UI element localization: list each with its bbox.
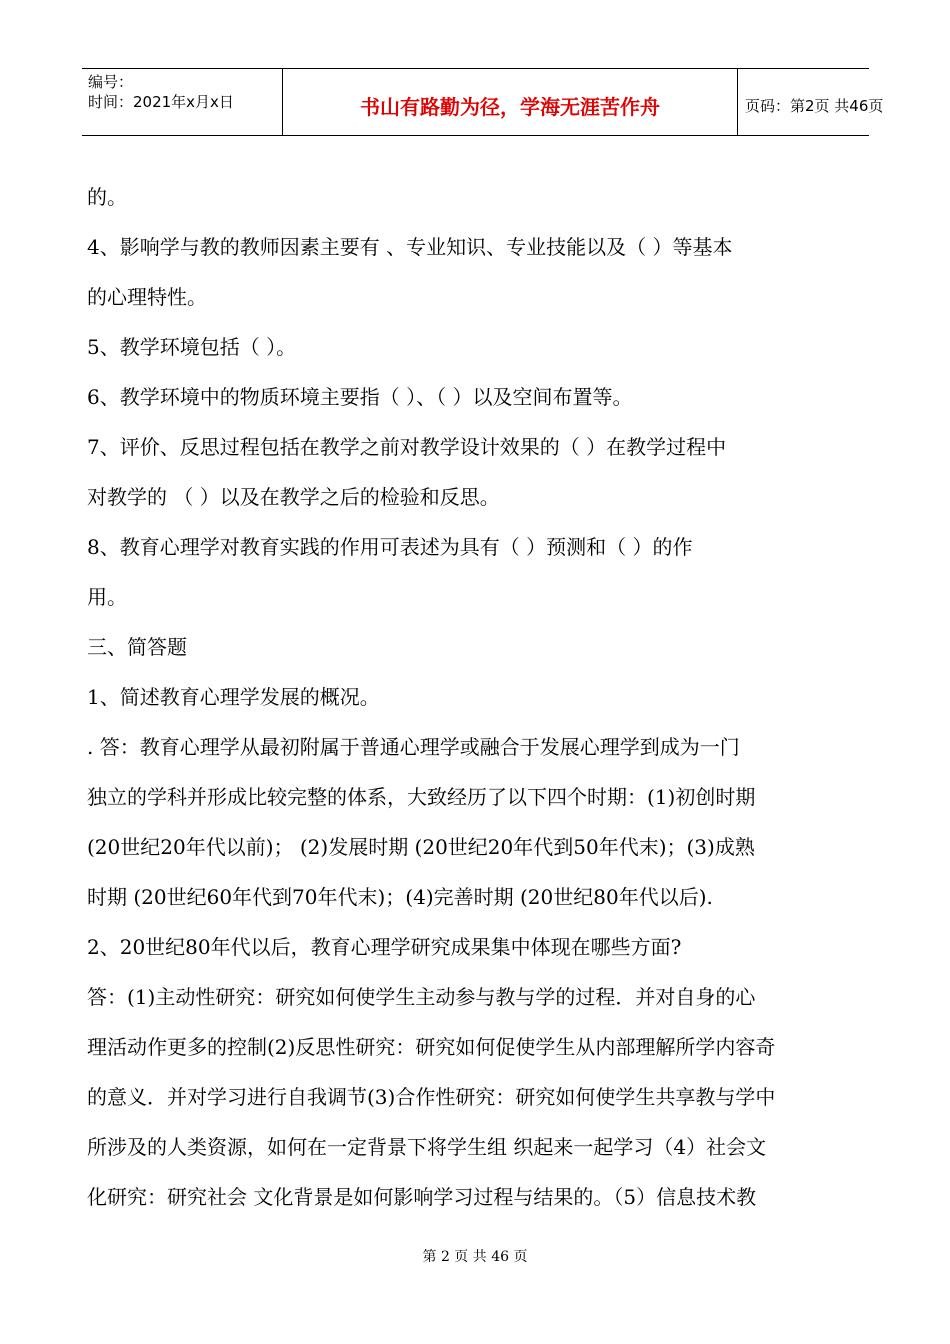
question-4: 4、影响学与教的教师因素主要有 、专业知识、专业技能以及（ ）等基本: [87, 235, 733, 259]
page-info: 页码：第2页 共46页: [745, 97, 884, 115]
header-motto-cell: [282, 69, 738, 135]
page-header: [82, 68, 884, 136]
text-line: 的。: [87, 185, 127, 209]
answer-line: 所涉及的人类资源，如何在一定背景下将学生组 织起来一起学习（4）社会文: [87, 1135, 767, 1159]
document-body: [87, 172, 863, 1222]
short-answer-1: 1、简述教育心理学发展的概况。: [87, 685, 380, 709]
question-6: 6、教学环境中的物质环境主要指（ ）、（ ）以及空间布置等。: [87, 385, 633, 409]
answer-line: 的意义．并对学习进行自我调节(3)合作性研究：研究如何使学生共享教与学中: [87, 1085, 776, 1109]
text-line: 的心理特性。: [87, 285, 207, 309]
header-meta: [82, 69, 282, 135]
header-page-cell: [737, 69, 884, 135]
section-heading: 三、简答题: [87, 635, 187, 659]
date-label: 时间：2021年x月x日: [88, 93, 234, 111]
text-line: 用。: [87, 585, 127, 609]
answer-line: 独立的学科并形成比较完整的体系，大致经历了以下四个时期：(1)初创时期: [87, 785, 756, 809]
answer-line: . 答：教育心理学从最初附属于普通心理学或融合于发展心理学到成为一门: [87, 735, 740, 759]
motto: 书山有路勤为径，学海无涯苦作舟: [360, 95, 660, 119]
number-label: 编号：: [88, 73, 134, 91]
question-8: 8、教育心理学对教育实践的作用可表述为具有（ ）预测和（ ）的作: [87, 535, 693, 559]
answer-line: 时期 (20世纪60年代到70年代末)；(4)完善时期 (20世纪80年代以后).: [87, 885, 713, 909]
question-7: 7、评价、反思过程包括在教学之前对教学设计效果的（ ）在教学过程中: [87, 435, 727, 459]
answer-line: 理活动作更多的控制(2)反思性研究：研究如何促使学生从内部理解所学内容奇: [87, 1035, 776, 1059]
answer-line: 答：(1)主动性研究：研究如何使学生主动参与教与学的过程．并对自身的心: [87, 985, 756, 1009]
answer-line: 化研究：研究社会 文化背景是如何影响学习过程与结果的。（5）信息技术教: [87, 1185, 757, 1209]
text-line: 对教学的 （ ）以及在教学之后的检验和反思。: [87, 485, 500, 509]
short-answer-2: 2、20世纪80年代以后，教育心理学研究成果集中体现在哪些方面?: [87, 935, 682, 959]
question-5: 5、教学环境包括（ ）。: [87, 335, 297, 359]
answer-line: (20世纪20年代以前)； (2)发展时期 (20世纪20年代到50年代末)；(3)成熟: [87, 835, 755, 859]
page-footer: 第 2 页 共 46 页: [422, 1249, 528, 1265]
